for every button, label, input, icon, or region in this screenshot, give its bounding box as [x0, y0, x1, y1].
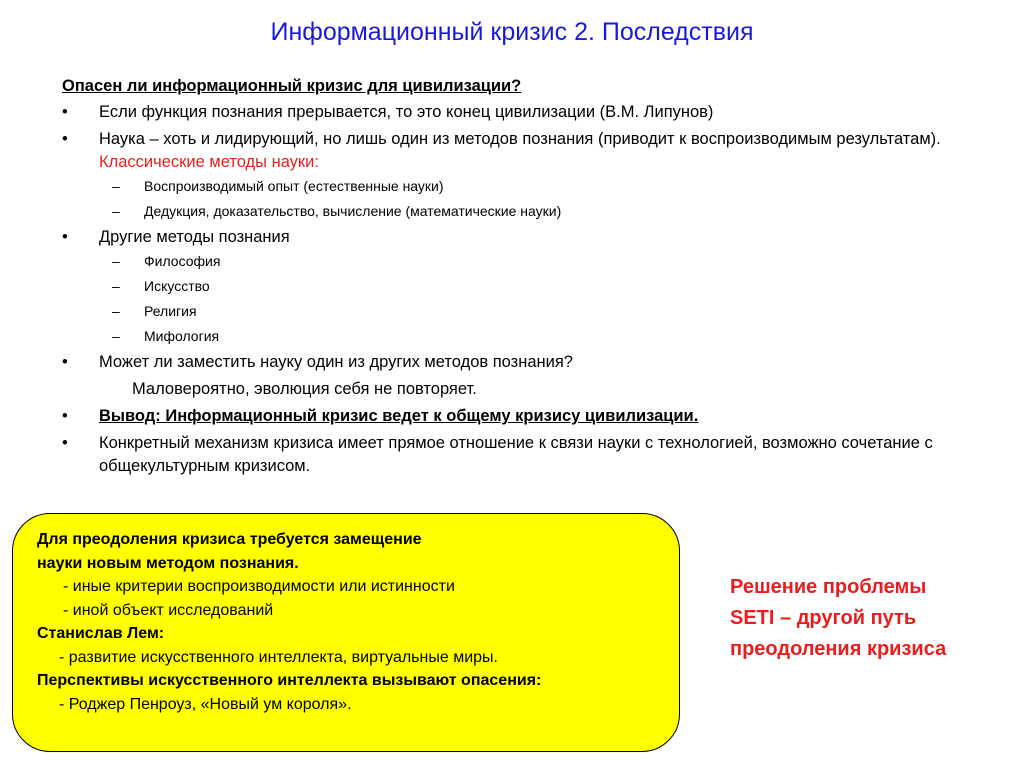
dash-icon: – [112, 203, 120, 219]
highlight-text: Классические методы науки: [99, 153, 319, 171]
sub-list [99, 251, 962, 346]
callout-line: Перспективы искусственного интеллекта вызывают опасения: [37, 672, 542, 689]
dash-icon: – [112, 178, 120, 194]
callout-line: - иной объект исследований [63, 601, 274, 619]
answer-text: Маловероятно, эволюция себя не повторяет. [132, 380, 477, 398]
sub-list-item [99, 251, 962, 271]
side-note-line: Решение проблемы [730, 576, 927, 598]
dash-icon: – [112, 253, 120, 269]
sub-item-text: Дедукция, доказательство, вычисление (математические науки) [144, 203, 562, 219]
slide-title: Информационный кризис 2. Последствия [270, 18, 754, 46]
sub-list-item [99, 276, 962, 296]
callout-line: Для преодоления кризиса требуется замещение [37, 531, 422, 548]
callout-box [12, 513, 680, 752]
bullet-icon: • [62, 353, 68, 371]
list-item [62, 101, 962, 124]
bullet-icon: • [62, 103, 68, 121]
list-item [62, 405, 962, 428]
bullet-text: Конкретный механизм кризиса имеет прямое отношение к связи науки с технологией, возможно сочетание с общекультурным кризисом. [99, 434, 933, 475]
callout-line: науки новым методом познания. [37, 554, 299, 572]
sub-list-item [99, 176, 962, 196]
list-item [62, 432, 962, 478]
sub-list [99, 176, 962, 221]
bullet-icon: • [62, 434, 68, 452]
callout-line: - Роджер Пенроуз, «Новый ум короля». [59, 695, 352, 713]
conclusion-text: Вывод: Информационный кризис ведет к общему кризису цивилизации. [99, 407, 699, 425]
bullet-icon: • [62, 130, 68, 148]
bullet-icon: • [62, 407, 68, 425]
callout-line: - развитие искусственного интеллекта, виртуальные миры. [59, 648, 498, 666]
side-note [730, 572, 1020, 665]
side-note-line: SETI – другой путь [730, 607, 917, 629]
callout-line: - иные критерии воспроизводимости или истинности [63, 578, 455, 595]
main-content [62, 75, 962, 482]
sub-item-text: Искусство [144, 278, 210, 294]
bullet-text: Может ли заместить науку один из других методов познания? [99, 353, 573, 371]
bullet-icon: • [62, 228, 68, 246]
sub-item-text: Религия [144, 303, 197, 319]
list-item [62, 226, 962, 346]
sub-list-item [99, 326, 962, 346]
sub-item-text: Философия [144, 253, 221, 269]
callout-line: Станислав Лем: [37, 625, 165, 642]
sub-list-item [99, 301, 962, 321]
question-heading: Опасен ли информационный кризис для цивилизации? [62, 77, 522, 95]
bullet-list [62, 101, 962, 478]
dash-icon: – [112, 303, 120, 319]
sub-item-text: Мифология [144, 328, 220, 344]
bullet-text: Наука – хоть и лидирующий, но лишь один из методов познания (приводит к воспроизводимым результатам). [99, 130, 941, 148]
bullet-text: Другие методы познания [99, 228, 290, 246]
bullet-text: Если функция познания прерывается, то это конец цивилизации (В.М. Липунов) [99, 103, 714, 121]
side-note-line: преодоления кризиса [730, 638, 947, 660]
dash-icon: – [112, 328, 120, 344]
list-item [62, 128, 962, 221]
sub-list-item [99, 201, 962, 221]
dash-icon: – [112, 278, 120, 294]
sub-item-text: Воспроизводимый опыт (естественные науки) [144, 178, 444, 194]
list-item [62, 351, 962, 401]
